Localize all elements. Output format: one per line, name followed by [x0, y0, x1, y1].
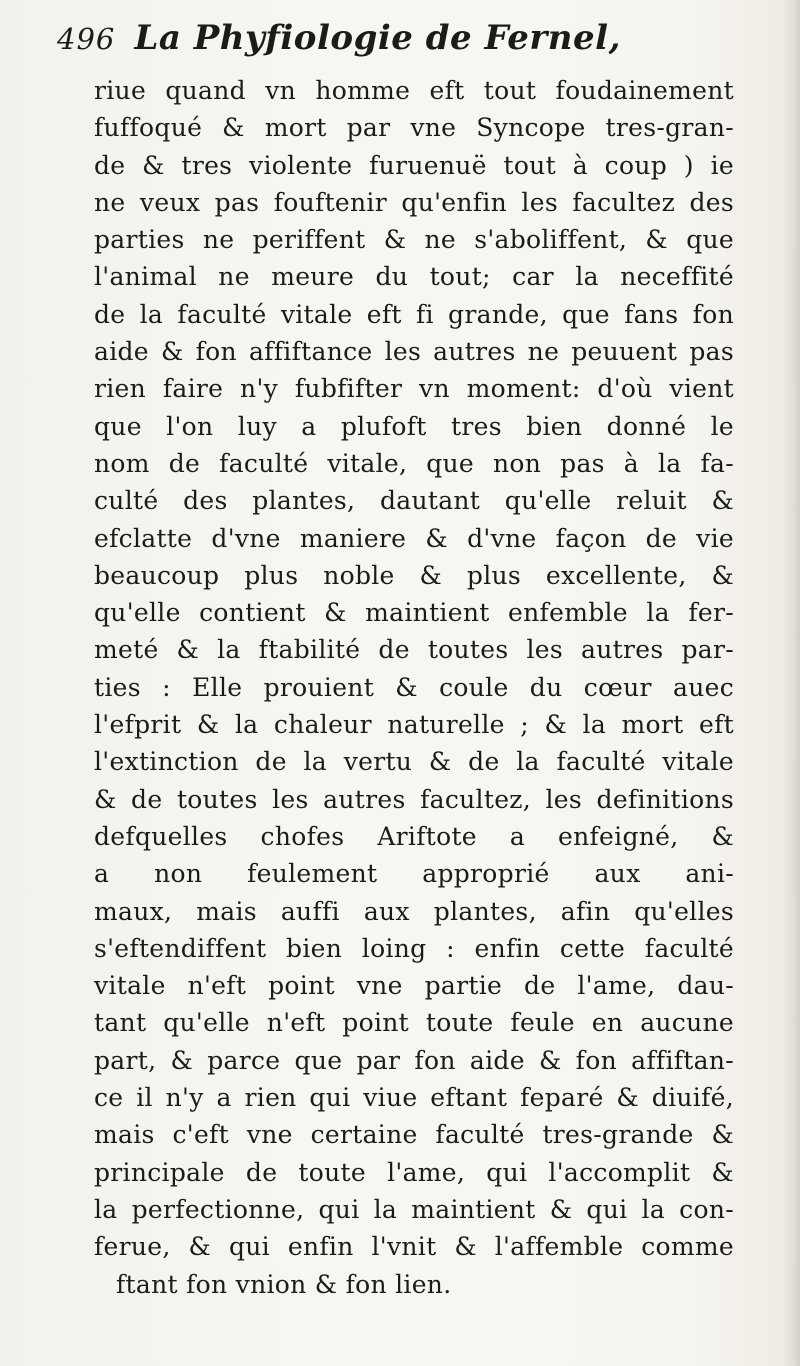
text-line: s'eftendiffent bien loing : enfin cette faculté [94, 933, 734, 963]
text-line: mais c'eft vne certaine faculté tres-grande & [94, 1120, 734, 1150]
text-line: meté & la ftabilité de toutes les autres par- [94, 635, 734, 665]
text-line: & de toutes les autres facultez, les definitions [94, 784, 734, 814]
page-edge-shadow [782, 0, 800, 1366]
page-header [57, 18, 697, 74]
text-line: la perfectionne, qui la maintient & qui la con- [94, 1194, 734, 1224]
text-line: de & tres violente furuenuë tout à coup ) ie [94, 150, 734, 180]
text-line: culté des plantes, dautant qu'elle reluit & [94, 486, 734, 516]
text-line: ferue, & qui enfin l'vnit & l'affemble comme [94, 1232, 734, 1262]
text-line: maux, mais auffi aux plantes, afin qu'elles [94, 896, 734, 926]
text-line: l'animal ne meure du tout; car la neceffité [94, 262, 734, 292]
text-line: que l'on luy a plufoft tres bien donné le [94, 411, 734, 441]
text-line: qu'elle contient & maintient enfemble la fer- [94, 598, 734, 628]
text-line: ne veux pas fouftenir qu'enfin les facultez des [94, 187, 734, 217]
running-title: La Phyfiologie de Fernel, [134, 18, 621, 58]
text-line: l'efprit & la chaleur naturelle ; & la mort eft [94, 710, 734, 740]
text-line: ties : Elle prouient & coule du cœur auec [94, 672, 734, 702]
body-text [94, 72, 734, 1303]
text-line: principale de toute l'ame, qui l'accomplit & [94, 1157, 734, 1187]
text-line: l'extinction de la vertu & de la faculté vitale [94, 747, 734, 777]
text-line: vitale n'eft point vne partie de l'ame, dau- [94, 971, 734, 1001]
text-line: nom de faculté vitale, que non pas à la fa- [94, 448, 734, 478]
text-line: rien faire n'y fubfifter vn moment: d'où vient [94, 374, 734, 404]
text-line: fuffoqué & mort par vne Syncope tres-gran- [94, 113, 734, 143]
text-line: defquelles chofes Ariftote a enfeigné, & [94, 821, 734, 851]
text-line: ce il n'y a rien qui viue eftant feparé & diuifé, [94, 1083, 734, 1113]
text-line: part, & parce que par fon aide & fon affiftan- [94, 1045, 734, 1075]
text-line: riue quand vn homme eft tout foudainement [94, 76, 734, 105]
text-line-final: ftant fon vnion & fon lien. [116, 1269, 452, 1299]
text-line: a non feulement approprié aux ani- [94, 859, 734, 889]
text-line: aide & fon affiftance les autres ne peuuent pas [94, 337, 734, 367]
text-line: efclatte d'vne maniere & d'vne façon de vie [94, 523, 734, 553]
text-line: tant qu'elle n'eft point toute feule en aucune [94, 1008, 734, 1038]
text-line: parties ne periffent & ne s'aboliffent, & que [94, 225, 734, 255]
page-number: 496 [57, 22, 116, 56]
text-line: beaucoup plus noble & plus excellente, & [94, 560, 734, 590]
text-line: de la faculté vitale eft fi grande, que fans fon [94, 299, 734, 329]
